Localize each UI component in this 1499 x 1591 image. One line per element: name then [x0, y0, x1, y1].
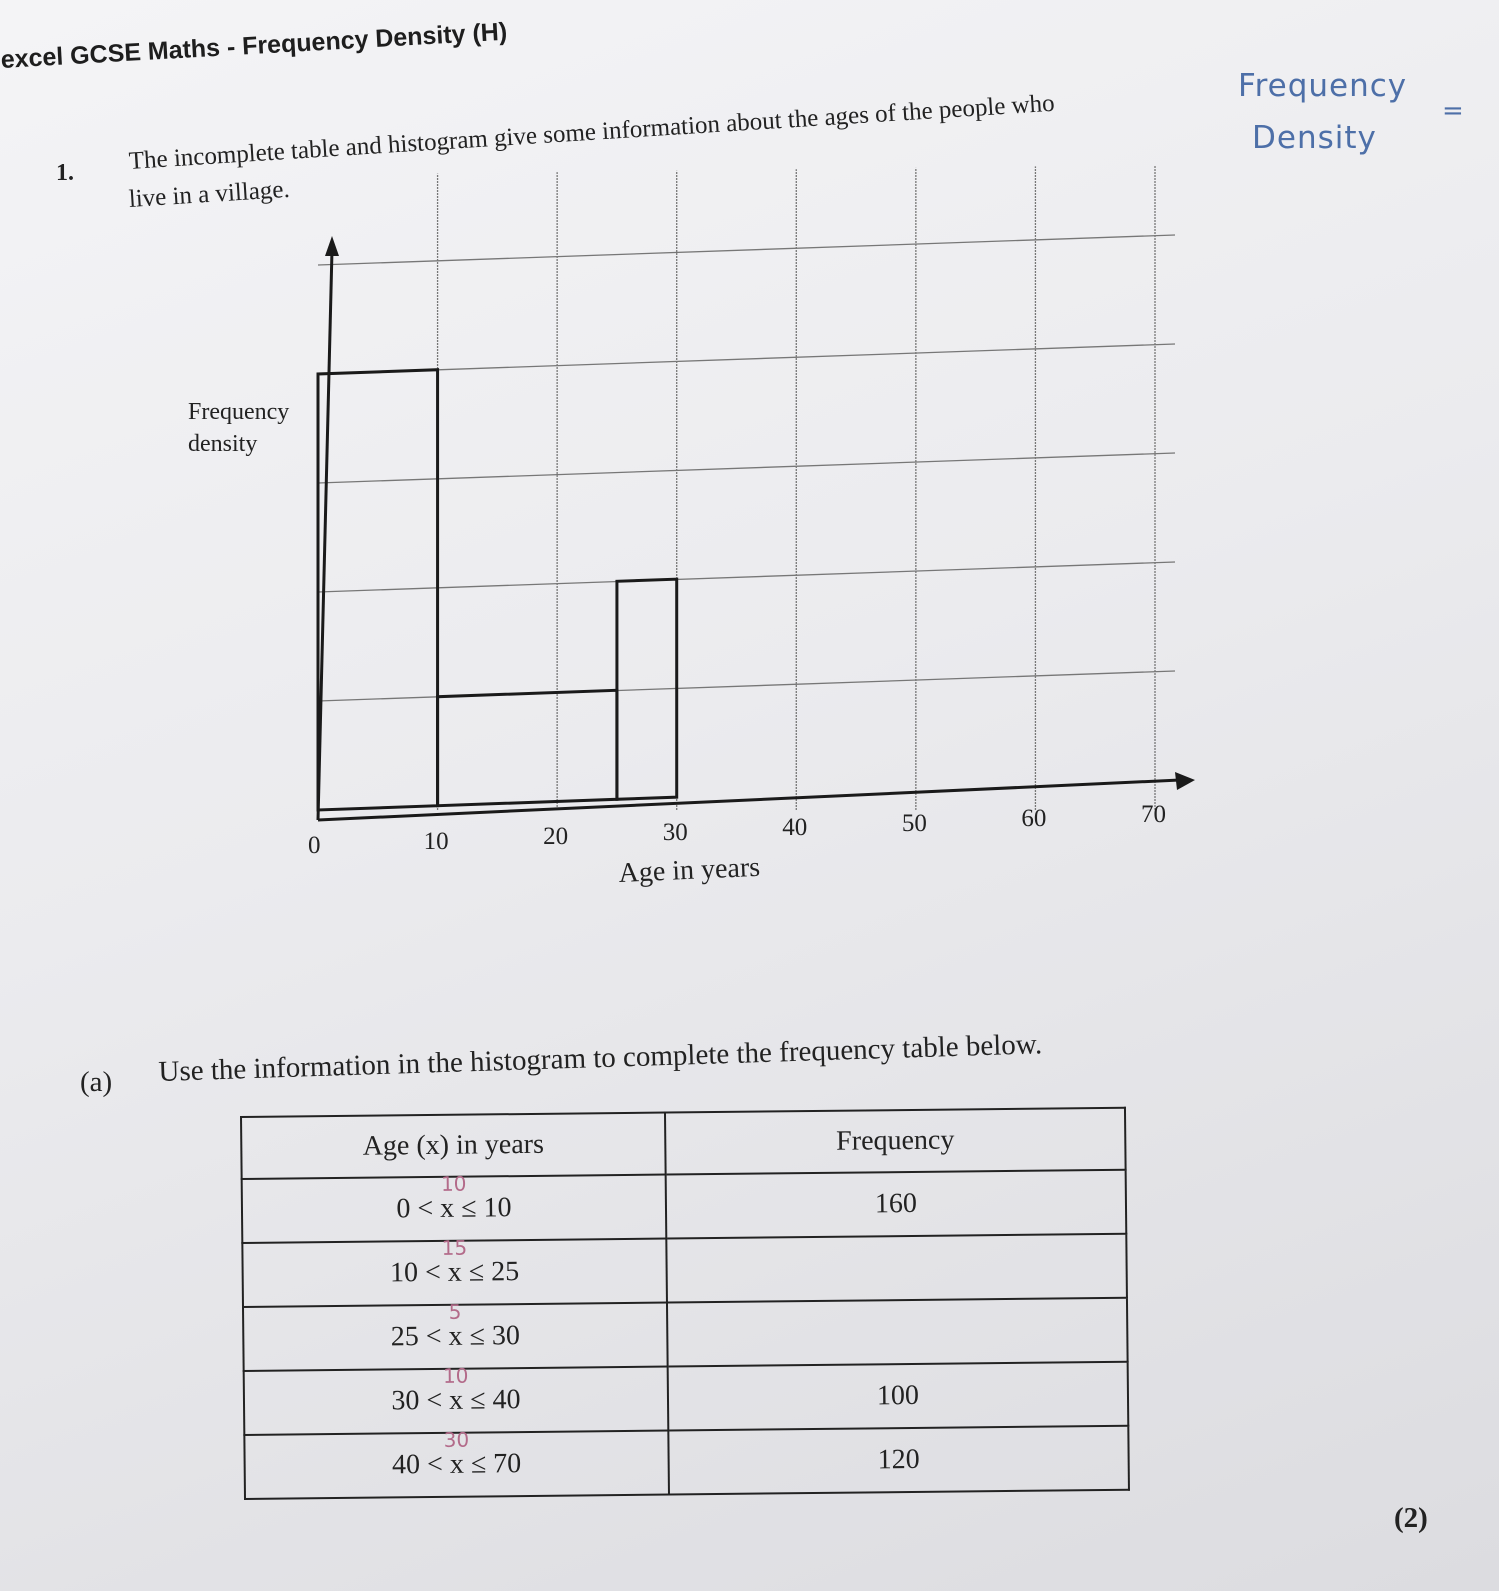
question-number: 1.: [56, 160, 74, 186]
x-tick-label: 30: [662, 818, 688, 846]
x-tick-label: 40: [782, 814, 808, 841]
handwritten-class-width: 30: [443, 1427, 470, 1452]
age-range: 25 < x ≤ 30: [390, 1320, 521, 1353]
frequency-cell[interactable]: 120: [668, 1426, 1129, 1495]
grid-line-horizontal: [318, 562, 1175, 592]
x-tick-label: 0: [308, 832, 321, 859]
part-a-instruction: Use the information in the histogram to complete the frequency table below.: [158, 1028, 1043, 1088]
table-row: [242, 1234, 1127, 1307]
grid-line-horizontal: [318, 344, 1175, 374]
part-a-label: (a): [80, 1066, 113, 1098]
handwritten-class-width: 15: [441, 1235, 468, 1260]
x-axis-label: Age in years: [618, 851, 761, 889]
age-range: 40 < x ≤ 70: [391, 1448, 522, 1481]
table-row: [242, 1170, 1127, 1243]
age-cell: [243, 1299, 668, 1371]
frequency-table: [240, 1107, 1130, 1500]
age-range: 10 < x ≤ 25: [389, 1256, 520, 1289]
x-tick-label: 20: [543, 823, 569, 850]
table-row: [244, 1426, 1129, 1499]
handwritten-note-frequency: Frequency: [1238, 68, 1408, 104]
age-cell: [242, 1171, 667, 1243]
handwritten-class-width: 10: [440, 1171, 467, 1196]
age-column-header: Age (x) in years: [241, 1113, 666, 1179]
handwritten-class-width: 10: [442, 1363, 469, 1388]
histogram-axes: [318, 236, 1195, 820]
worksheet-header: excel GCSE Maths - Frequency Density (H): [0, 17, 508, 74]
x-tick-label: 70: [1141, 800, 1166, 828]
frequency-column-header: Frequency: [665, 1108, 1126, 1175]
age-cell: [242, 1235, 667, 1307]
histogram-grid: [318, 165, 1175, 810]
table-row: [244, 1362, 1129, 1435]
handwritten-equals: =: [1442, 96, 1465, 126]
x-tick-label: 50: [901, 809, 927, 837]
x-tick-label: 60: [1021, 805, 1047, 832]
handwritten-note-density: Density: [1252, 120, 1377, 156]
handwritten-class-width: 5: [448, 1299, 462, 1324]
grid-line-horizontal: [318, 235, 1175, 265]
y-axis-label: Frequency density: [188, 399, 290, 457]
x-axis-arrow-icon: [1175, 772, 1195, 790]
age-cell: [244, 1427, 669, 1499]
frequency-cell[interactable]: [667, 1298, 1128, 1367]
grid-line-horizontal: [318, 453, 1175, 483]
age-cell: [244, 1363, 669, 1435]
question-intro-line-1: The incomplete table and histogram give some information about the ages of the people who: [128, 89, 1056, 175]
table-row: [243, 1298, 1128, 1371]
frequency-cell[interactable]: [666, 1234, 1127, 1303]
histogram-bar: [438, 690, 617, 805]
marks-label: (2): [1394, 1502, 1428, 1534]
table-header-row: [241, 1108, 1126, 1179]
age-range: 30 < x ≤ 40: [391, 1384, 521, 1417]
x-tick-label: 10: [423, 827, 449, 855]
y-axis-line: [318, 250, 332, 820]
x-axis-line: [318, 780, 1180, 820]
age-range: 0 < x ≤ 10: [396, 1192, 512, 1225]
frequency-cell[interactable]: 100: [668, 1362, 1129, 1431]
question-intro-line-2: live in a village.: [128, 175, 291, 213]
frequency-cell[interactable]: 160: [666, 1170, 1127, 1239]
y-axis-arrow-icon: [325, 236, 339, 256]
